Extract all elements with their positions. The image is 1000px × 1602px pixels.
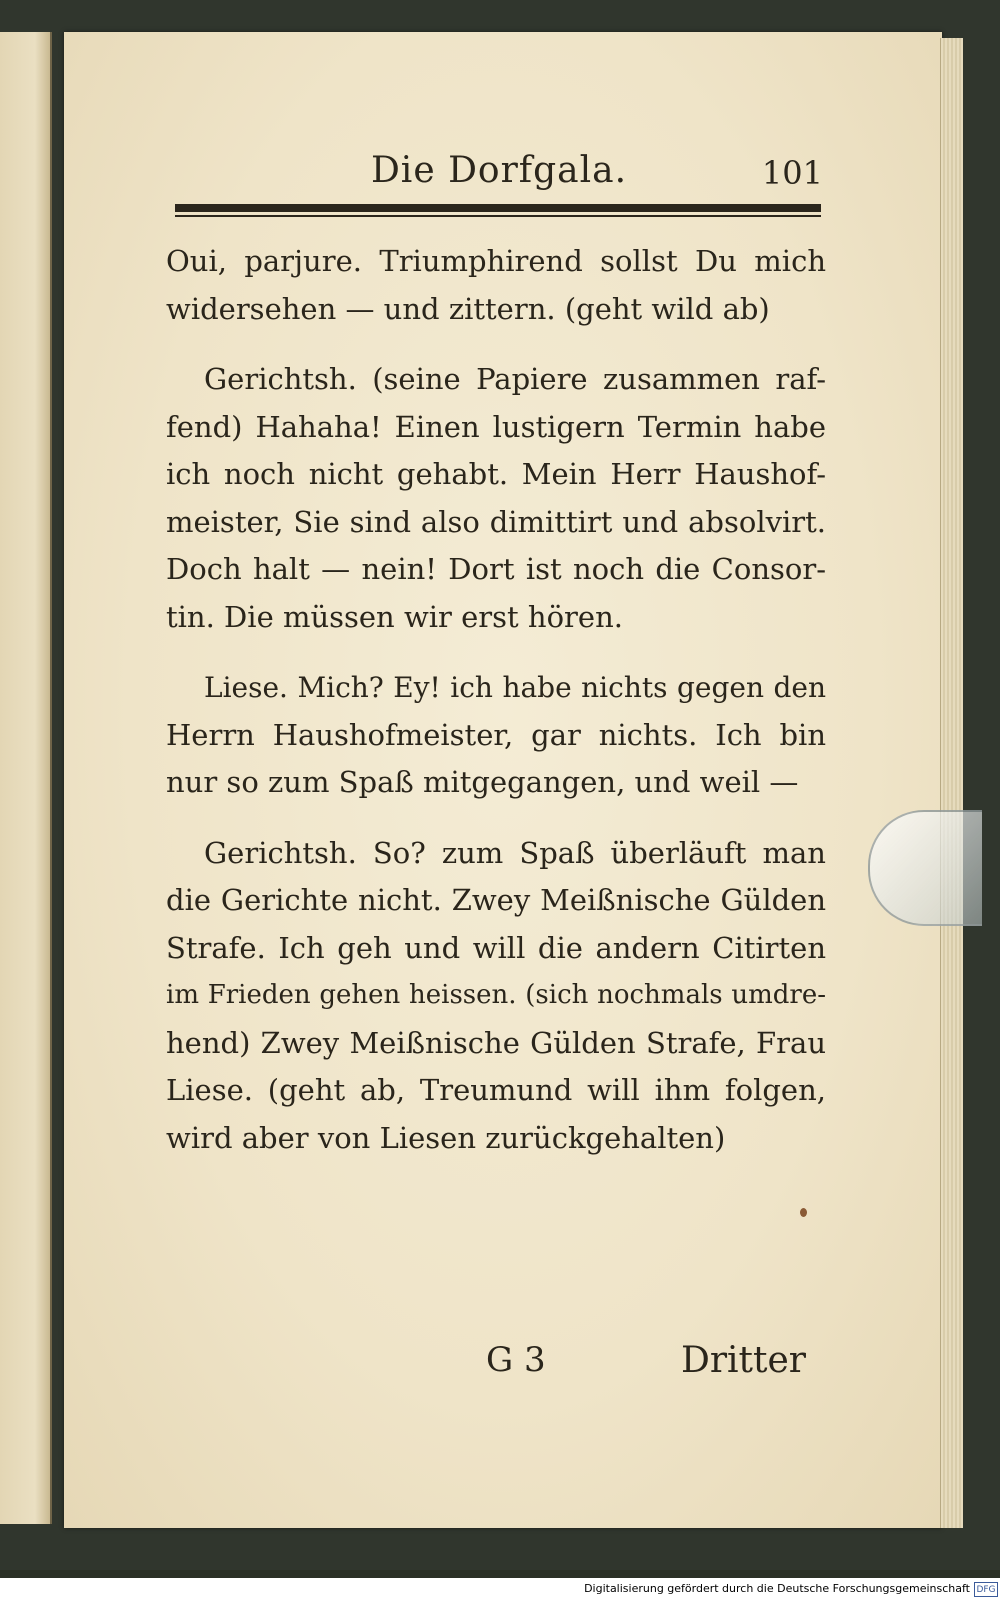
text-line: Liese. (geht ab, Treumund will ihm folgen, xyxy=(166,1073,826,1107)
text-line: wird aber von Liesen zurückgehalten) xyxy=(166,1120,726,1155)
text-line: meister, Sie sind also dimittirt und absolvirt. xyxy=(166,504,826,539)
text-line: Liese. Mich? Ey! ich habe nichts gegen den xyxy=(204,671,826,704)
paragraph xyxy=(166,356,826,641)
text-line: widersehen — und zittern. (geht wild ab) xyxy=(166,291,770,326)
text-line: Herrn Haushofmeister, gar nichts. Ich bin xyxy=(166,717,826,752)
paragraph xyxy=(166,664,826,807)
page-footer xyxy=(166,1340,806,1390)
page-clip xyxy=(868,810,982,926)
text-line: Gerichtsh. (seine Papiere zusammen raf- xyxy=(204,362,826,396)
credit-bar xyxy=(0,1578,1000,1602)
text-line: hend) Zwey Meißnische Gülden Strafe, Frau xyxy=(166,1025,826,1060)
ink-spot xyxy=(800,1208,807,1217)
text-line: Doch halt — nein! Dort ist noch die Consor- xyxy=(166,552,826,586)
text-line: die Gerichte nicht. Zwey Meißnische Gülden xyxy=(166,883,826,917)
dfg-logo-icon: DFG xyxy=(974,1582,998,1597)
body-text xyxy=(166,238,826,1162)
left-page-edge xyxy=(0,32,52,1524)
running-title: Die Dorfgala. xyxy=(370,150,628,191)
paragraph xyxy=(166,238,826,333)
text-line: Gerichtsh. So? zum Spaß überläuft man xyxy=(204,835,826,870)
text-line: im Frieden gehen heissen. (sich nochmals umdre- xyxy=(166,980,826,1010)
text-line: Oui, parjure. Triumphirend sollst Du mich xyxy=(166,244,826,278)
head-rule xyxy=(175,204,821,218)
text-line: Strafe. Ich geh und will die andern Citirten xyxy=(166,930,826,965)
credit-text: Digitalisierung gefördert durch die Deutsche Forschungsgemeinschaft xyxy=(584,1582,970,1595)
paragraph xyxy=(166,830,826,1163)
head-rule-thick xyxy=(175,204,821,212)
catchword: Dritter xyxy=(680,1340,806,1381)
text-line: fend) Hahaha! Einen lustigern Termin habe xyxy=(166,409,826,444)
text-line: nur so zum Spaß mitgegangen, und weil — xyxy=(166,765,799,799)
text-line: tin. Die müssen wir erst hören. xyxy=(166,599,623,634)
text-line: ich noch nicht gehabt. Mein Herr Haushof- xyxy=(166,457,826,491)
running-head xyxy=(175,150,823,200)
signature-mark: G 3 xyxy=(486,1340,546,1380)
head-rule-thin xyxy=(175,215,821,217)
page-number: 101 xyxy=(761,154,823,192)
page-stack-edge xyxy=(940,38,963,1528)
